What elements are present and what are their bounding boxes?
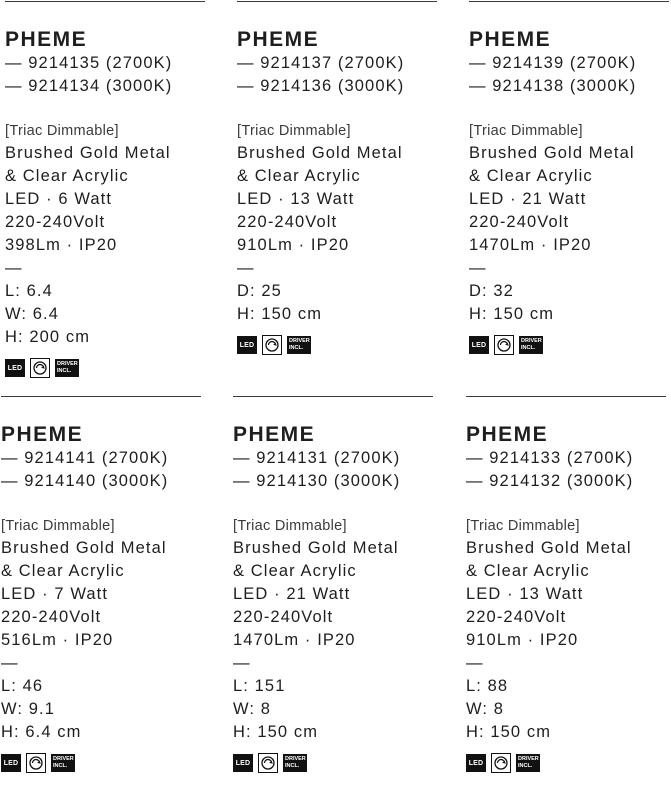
spec-line: 220-240Volt: [1, 608, 102, 626]
spec-line: 220-240Volt: [237, 213, 338, 231]
spec-line: 398Lm · IP20: [5, 236, 118, 254]
spec-line: LED · 13 Watt: [237, 190, 355, 208]
driver-included-icon: DRIVER INCL.: [287, 336, 311, 354]
led-badge-icon: LED: [469, 336, 489, 354]
spec-line: Brushed Gold Metal: [5, 144, 171, 162]
separator-dash: —: [1, 654, 19, 672]
badge-row: [466, 752, 671, 774]
dimension-line: W: 9.1: [1, 700, 55, 718]
spec-line: 220-240Volt: [5, 213, 106, 231]
led-badge-icon: LED: [237, 336, 257, 354]
dimmable-icon: [26, 753, 46, 773]
dimension-line: H: 150 cm: [466, 723, 552, 741]
product-code: — 9214134 (3000K): [5, 77, 173, 95]
spec-line: Brushed Gold Metal: [1, 539, 167, 557]
spec-line: Brushed Gold Metal: [233, 539, 399, 557]
spec-line: 1470Lm · IP20: [233, 631, 356, 649]
spec-line: 910Lm · IP20: [466, 631, 579, 649]
spec-line: & Clear Acrylic: [237, 167, 361, 185]
dimension-line: H: 200 cm: [5, 328, 91, 346]
spec-line: LED · 13 Watt: [466, 585, 584, 603]
driver-included-icon: DRIVER INCL.: [283, 754, 307, 772]
product-name: PHEME: [5, 28, 88, 51]
dimmable-icon: [494, 335, 514, 355]
dimming-label: [Triac Dimmable]: [466, 518, 580, 534]
product-code: — 9214138 (3000K): [469, 77, 637, 95]
separator-dash: —: [237, 259, 255, 277]
spec-line: & Clear Acrylic: [5, 167, 129, 185]
badge-row: [237, 334, 442, 356]
led-badge-icon: LED: [5, 359, 25, 377]
separator-dash: —: [233, 654, 251, 672]
spec-line: 220-240Volt: [469, 213, 570, 231]
dimming-label: [Triac Dimmable]: [1, 518, 115, 534]
dimension-line: L: 151: [233, 677, 286, 695]
separator-dash: —: [5, 259, 23, 277]
dimmable-icon: [491, 753, 511, 773]
spec-line: & Clear Acrylic: [469, 167, 593, 185]
dimension-line: H: 150 cm: [233, 723, 319, 741]
spec-line: LED · 7 Watt: [1, 585, 109, 603]
spec-line: & Clear Acrylic: [466, 562, 590, 580]
spec-line: LED · 21 Watt: [233, 585, 351, 603]
dimension-line: L: 46: [1, 677, 44, 695]
spec-line: & Clear Acrylic: [233, 562, 357, 580]
divider: [233, 396, 433, 397]
product-card: [237, 1, 442, 356]
badge-row: [469, 334, 671, 356]
badge-row: [233, 752, 438, 774]
dimension-line: D: 32: [469, 282, 514, 300]
dimension-line: W: 8: [466, 700, 505, 718]
product-name: PHEME: [237, 28, 320, 51]
product-card: [469, 1, 671, 356]
separator-dash: —: [466, 654, 484, 672]
spec-line: 910Lm · IP20: [237, 236, 350, 254]
divider: [237, 1, 437, 2]
product-code: — 9214131 (2700K): [233, 449, 401, 467]
product-code: — 9214132 (3000K): [466, 472, 634, 490]
separator-dash: —: [469, 259, 487, 277]
led-badge-icon: LED: [466, 754, 486, 772]
dimmable-icon: [30, 358, 50, 378]
dimming-label: [Triac Dimmable]: [237, 123, 351, 139]
product-code: — 9214130 (3000K): [233, 472, 401, 490]
spec-line: LED · 6 Watt: [5, 190, 113, 208]
dimming-label: [Triac Dimmable]: [233, 518, 347, 534]
spec-line: 220-240Volt: [233, 608, 334, 626]
product-name: PHEME: [466, 423, 549, 446]
product-code: — 9214141 (2700K): [1, 449, 169, 467]
divider: [466, 396, 666, 397]
divider: [469, 1, 669, 2]
dimension-line: W: 8: [233, 700, 272, 718]
dimming-label: [Triac Dimmable]: [469, 123, 583, 139]
divider: [1, 396, 201, 397]
product-card: [5, 1, 210, 379]
product-code: — 9214139 (2700K): [469, 54, 637, 72]
driver-included-icon: DRIVER INCL.: [519, 336, 543, 354]
spec-line: & Clear Acrylic: [1, 562, 125, 580]
spec-line: LED · 21 Watt: [469, 190, 587, 208]
product-code: — 9214137 (2700K): [237, 54, 405, 72]
spec-line: 516Lm · IP20: [1, 631, 114, 649]
divider: [5, 1, 205, 2]
led-badge-icon: LED: [233, 754, 253, 772]
dimension-line: H: 150 cm: [237, 305, 323, 323]
dimmable-icon: [262, 335, 282, 355]
spec-line: Brushed Gold Metal: [466, 539, 632, 557]
product-card: [466, 396, 671, 774]
dimension-line: L: 6.4: [5, 282, 53, 300]
product-name: PHEME: [469, 28, 552, 51]
dimming-label: [Triac Dimmable]: [5, 123, 119, 139]
dimension-line: D: 25: [237, 282, 282, 300]
dimension-line: H: 6.4 cm: [1, 723, 82, 741]
product-code: — 9214133 (2700K): [466, 449, 634, 467]
driver-included-icon: DRIVER INCL.: [51, 754, 75, 772]
product-code: — 9214140 (3000K): [1, 472, 169, 490]
spec-line: Brushed Gold Metal: [469, 144, 635, 162]
driver-included-icon: DRIVER INCL.: [516, 754, 540, 772]
product-card: [1, 396, 206, 774]
product-code: — 9214135 (2700K): [5, 54, 173, 72]
spec-line: 220-240Volt: [466, 608, 567, 626]
dimension-line: W: 6.4: [5, 305, 59, 323]
dimension-line: H: 150 cm: [469, 305, 555, 323]
product-card: [233, 396, 438, 774]
dimmable-icon: [258, 753, 278, 773]
spec-line: Brushed Gold Metal: [237, 144, 403, 162]
led-badge-icon: LED: [1, 754, 21, 772]
dimension-line: L: 88: [466, 677, 509, 695]
badge-row: [5, 357, 210, 379]
driver-included-icon: DRIVER INCL.: [55, 359, 79, 377]
badge-row: [1, 752, 206, 774]
spec-line: 1470Lm · IP20: [469, 236, 592, 254]
product-name: PHEME: [1, 423, 84, 446]
product-name: PHEME: [233, 423, 316, 446]
product-code: — 9214136 (3000K): [237, 77, 405, 95]
